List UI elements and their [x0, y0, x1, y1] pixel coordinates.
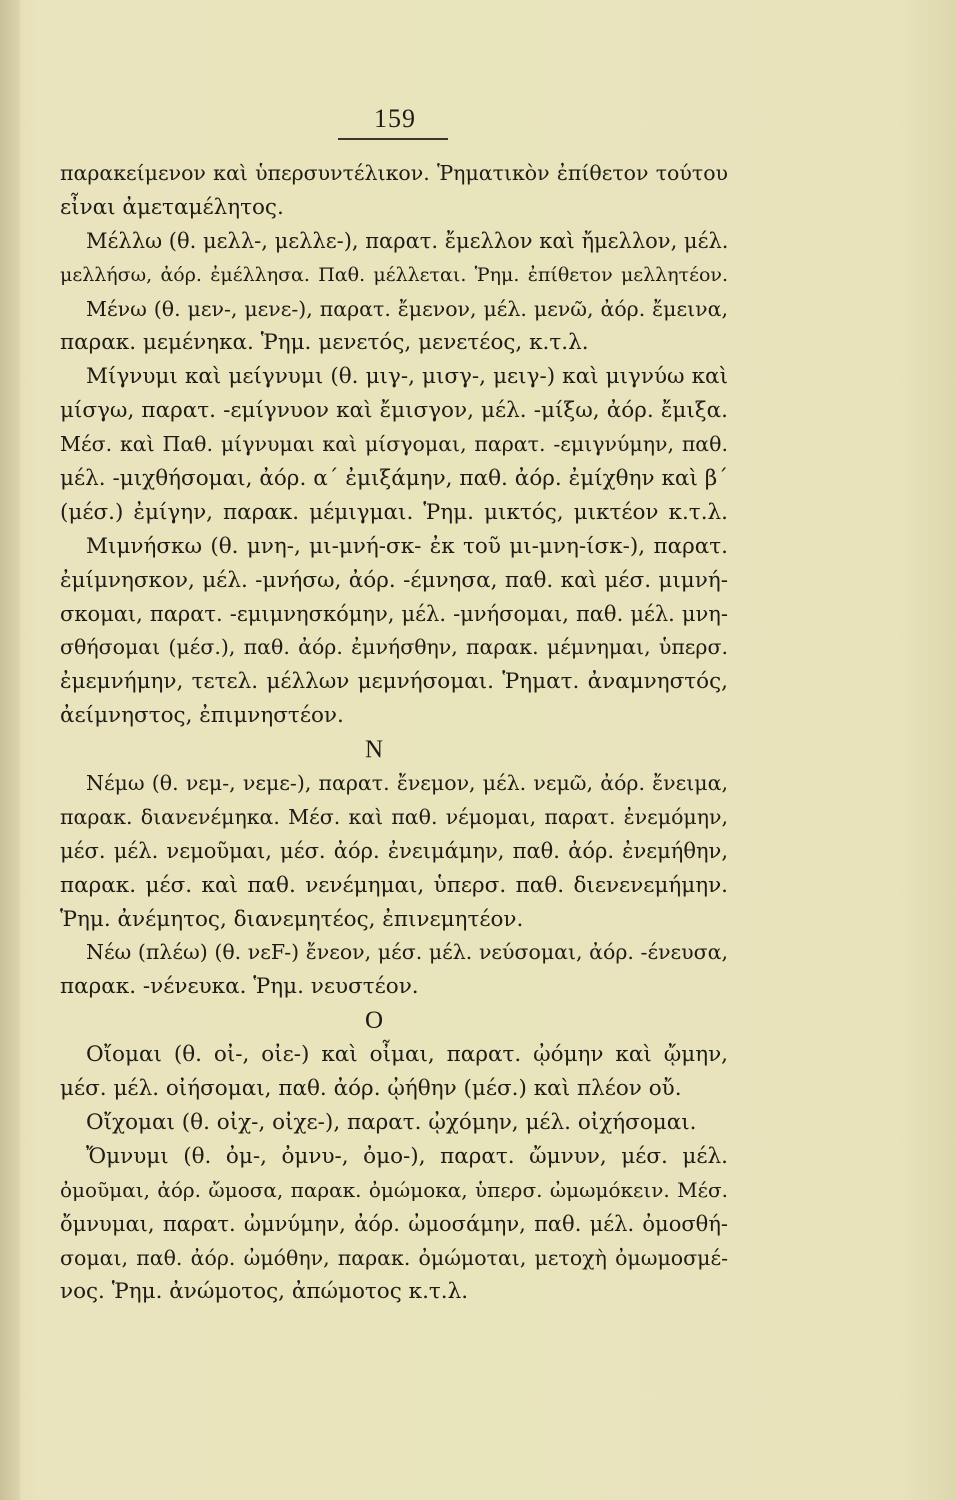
entry-line-mignymi: Μίγνυμι καὶ μείγνυμι (θ. μιγ-, μισγ-, μειγ-) καὶ μιγνύω καὶ [86, 364, 728, 390]
header-rule [338, 138, 448, 140]
entry-line-neo: Νέω (πλέω) (θ. νεF-) ἔνεον, μέσ. μέλ. νεύσομαι, ἀόρ. -ένευσα, [86, 940, 728, 965]
section-letter-n: Ν [364, 736, 384, 764]
text-line: σομαι, παθ. ἀόρ. ὠμόθην, παρακ. ὀμώμοται, μετοχὴ ὀμωμοσμέ- [60, 1245, 728, 1270]
entry-line-meno: Μένω (θ. μεν-, μενε-), παρατ. ἔμενον, μέλ. μενῶ, ἀόρ. ἔμεινα, [86, 296, 728, 321]
body-text [60, 157, 728, 1309]
entry-line-oichomai: Οἴχομαι (θ. οἰχ-, οἰχε-), παρατ. ᾠχόμην, μέλ. οἰχήσομαι. [86, 1109, 697, 1135]
text-line: ὄμνυμαι, παρατ. ὠμνύμην, ἀόρ. ὠμοσάμην, παθ. μέλ. ὀμοσθή- [60, 1211, 728, 1236]
text-line: παρακ. μεμένηκα. Ῥημ. μενετός, μενετέος, κ.τ.λ. [60, 330, 589, 356]
text-line: μέλ. -μιχθήσομαι, ἀόρ. α΄ ἐμιξάμην, παθ. ἀόρ. ἐμίχθην καὶ β΄ [60, 466, 728, 492]
page-gutter [0, 0, 20, 1500]
text-line: ὀμοῦμαι, ἀόρ. ὤμοσα, παρακ. ὀμώμοκα, ὑπερσ. ὠμωμόκειν. Μέσ. [60, 1177, 728, 1202]
text-line: ἐμίμνησκον, μέλ. -μνήσω, ἀόρ. -έμνησα, παθ. καὶ μέσ. μιμνή- [60, 567, 728, 593]
text-line: μελλήσω, ἀόρ. ἐμέλλησα. Παθ. μέλλεται. Ῥημ. ἐπίθετον μελλητέον. [60, 263, 728, 286]
text-line: ἐμεμνήμην, τετελ. μέλλων μεμνήσομαι. Ῥηματ. ἀναμνηστός, [60, 669, 728, 695]
text-line: μίσγω, παρατ. -εμίγνυον καὶ ἔμισγον, μέλ. -μίξω, ἀόρ. ἔμιξα. [60, 398, 728, 424]
text-line: μέσ. μέλ. οἰήσομαι, παθ. ἀόρ. ᾠήθην (μέσ.) καὶ πλέον οὔ. [60, 1076, 682, 1102]
text-line: παρακ. μέσ. καὶ παθ. νενέμημαι, ὑπερσ. παθ. διενενεμήμην. [60, 872, 728, 898]
text-line: ἀείμνηστος, ἐπιμνηστέον. [60, 703, 344, 729]
text-line: παρακείμενον καὶ ὑπερσυντέλικον. Ῥηματικὸν ἐπίθετον τούτου [60, 161, 728, 185]
section-letter-o: Ο [364, 1007, 384, 1035]
text-line: μέσ. μέλ. νεμοῦμαι, μέσ. ἀόρ. ἐνειμάμην, παθ. ἀόρ. ἐνεμήθην, [60, 838, 728, 863]
entry-line-oiomai: Οἴομαι (θ. οἰ-, οἰε-) καὶ οἶμαι, παρατ. ᾠόμην καὶ ᾤμην, [86, 1042, 728, 1068]
text-line: παρακ. διανενέμηκα. Μέσ. καὶ παθ. νέμομαι, παρατ. ἐνεμόμην, [60, 804, 728, 829]
text-line: παρακ. -νένευκα. Ῥημ. νευστέον. [60, 974, 419, 1000]
page-number: 159 [374, 104, 416, 133]
entry-line-nemo: Νέμω (θ. νεμ-, νεμε-), παρατ. ἔνεμον, μέλ. νεμῶ, ἀόρ. ἔνειμα, [86, 771, 728, 796]
text-line: Μέσ. καὶ Παθ. μίγνυμαι καὶ μίσγομαι, παρατ. -εμιγνύμην, παθ. [60, 432, 728, 457]
entry-line-mello: Μέλλω (θ. μελλ-, μελλε-), παρατ. ἔμελλον καὶ ἤμελλον, μέλ. [86, 228, 729, 253]
text-line: (μέσ.) ἐμίγην, παρακ. μέμιγμαι. Ῥημ. μικτός, μικτέον κ.τ.λ. [60, 499, 728, 525]
text-line: σκομαι, παρατ. -εμιμνησκόμην, μέλ. -μνήσομαι, παθ. μέλ. μνη- [60, 601, 728, 626]
entry-line-omnymi: Ὄμνυμι (θ. ὀμ-, ὀμνυ-, ὀμο-), παρατ. ὤμνυν, μέσ. μέλ. [86, 1143, 728, 1169]
text-line: νος. Ῥημ. ἀνώμοτος, ἀπώμοτος κ.τ.λ. [60, 1279, 469, 1305]
text-line: εἶναι ἀμεταμέλητος. [60, 194, 284, 220]
text-line: Ῥημ. ἀνέμητος, διανεμητέος, ἐπινεμητέον. [60, 906, 524, 932]
entry-line-mimnisko: Μιμνήσκω (θ. μνη-, μι-μνή-σκ- ἐκ τοῦ μι-μνη-ίσκ-), παρατ. [86, 533, 728, 559]
text-line: σθήσομαι (μέσ.), παθ. ἀόρ. ἐμνήσθην, παρακ. μέμνημαι, ὑπερσ. [60, 635, 728, 660]
